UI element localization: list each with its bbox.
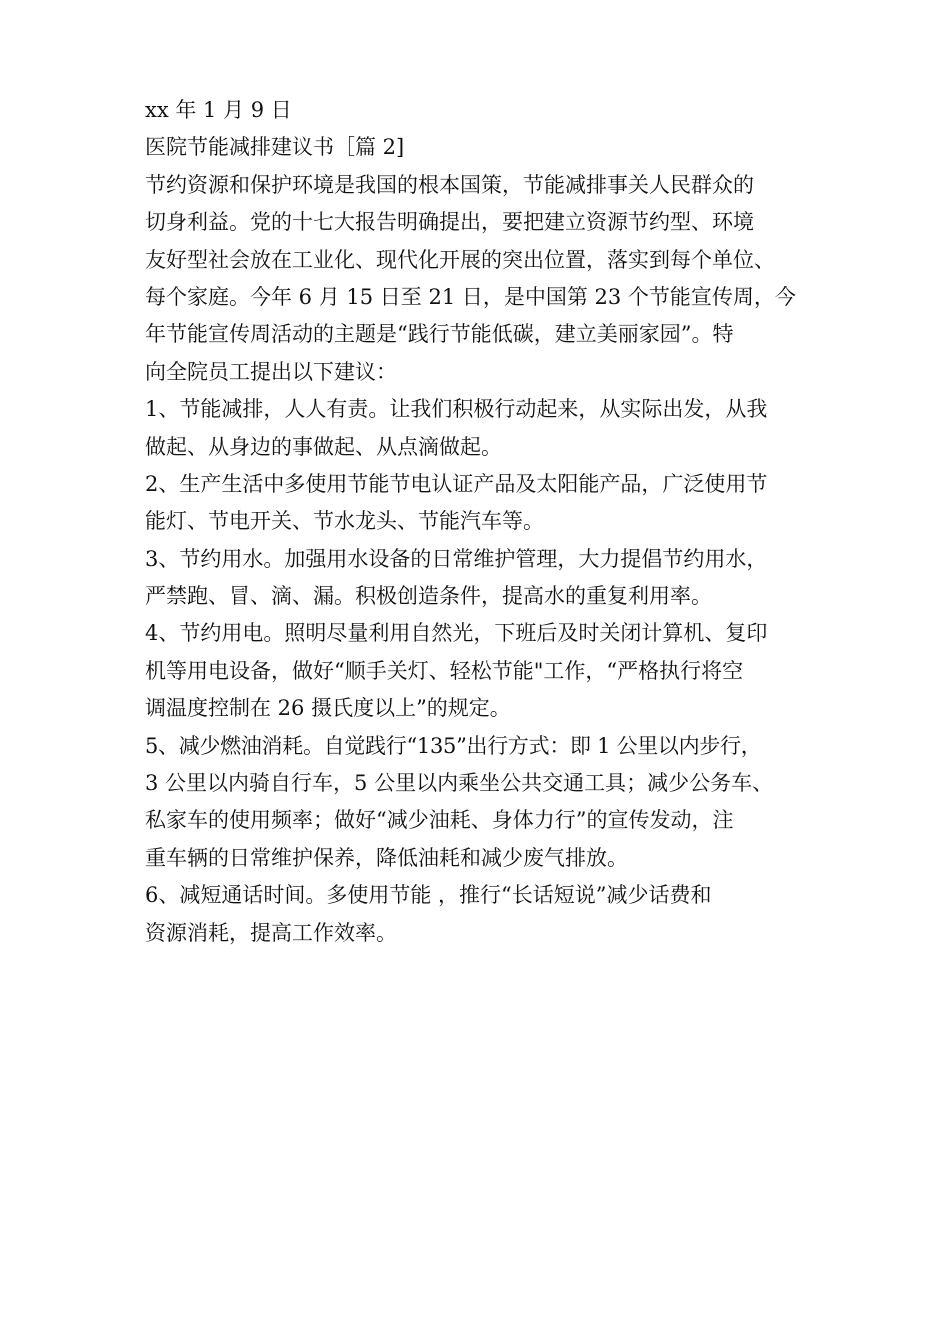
paragraph-line: 做起、从身边的事做起、从点滴做起。 (145, 434, 502, 459)
paragraph-line: 1、节能减排，人人有责。让我们积极行动起来，从实际出发，从我 (145, 397, 768, 422)
paragraph-line: 3、节约用水。加强用水设备的日常维护管理，大力提倡节约用水， (145, 546, 768, 571)
paragraph-line: 节约资源和保护环境是我国的根本国策，节能减排事关人民群众的 (145, 172, 754, 197)
suggestion-item-6 (145, 877, 835, 952)
suggestion-item-5 (145, 728, 835, 878)
paragraph-line: 4、节约用电。照明尽量利用自然光，下班后及时关闭计算机、复印 (145, 621, 768, 646)
paragraph-line: 2、生产生活中多使用节能节电认证产品及太阳能产品，广泛使用节 (145, 471, 768, 496)
paragraph-line: 调温度控制在 26 摄氏度以上”的规定。 (145, 696, 511, 721)
suggestion-item-4 (145, 615, 835, 727)
paragraph-line: 切身利益。党的十七大报告明确提出，要把建立资源节约型、环境 (145, 210, 754, 235)
paragraph-line: 每个家庭。今年 6 月 15 日至 21 日，是中国第 23 个节能宣传周，今 (145, 284, 796, 309)
document-date: xx 年 1 月 9 日 (145, 98, 292, 122)
paragraph-line: 重车辆的日常维护保养，降低油耗和减少废气排放。 (145, 845, 628, 870)
paragraph-line: 机等用电设备，做好“顺手关灯、轻松节能"工作，“严格执行将空 (145, 658, 744, 683)
suggestion-item-1 (145, 391, 835, 466)
paragraph-line: 严禁跑、冒、滴、漏。积极创造条件，提高水的重复利用率。 (145, 584, 712, 609)
document-title: 医院节能减排建议书［篇 2] (145, 135, 405, 160)
paragraph-line: 6、减短通话时间。多使用节能 ，推行“长话短说”减少话费和 (145, 883, 712, 908)
paragraph-line: 3 公里以内骑自行车，5 公里以内乘坐公共交通工具；减少公务车、 (145, 771, 774, 796)
intro-paragraph (145, 167, 835, 391)
paragraph-line: 友好型社会放在工业化、现代化开展的突出位置，落实到每个单位、 (145, 247, 775, 272)
paragraph-line: 向全院员工提出以下建议： (145, 359, 397, 384)
suggestion-item-3 (145, 541, 835, 616)
paragraph-line: 资源消耗，提高工作效率。 (145, 920, 397, 945)
paragraph-line: 能灯、节电开关、节水龙头、节能汽车等。 (145, 509, 544, 534)
document-body (145, 92, 835, 952)
paragraph-line: 私家车的使用频率；做好“减少油耗、身体力行”的宣传发动，注 (145, 808, 734, 833)
paragraph-line: 年节能宣传周活动的主题是“践行节能低碳，建立美丽家园”。特 (145, 322, 734, 347)
suggestion-item-2 (145, 466, 835, 541)
paragraph-line: 5、减少燃油消耗。自觉践行“135”出行方式：即 1 公里以内步行， (145, 733, 762, 758)
